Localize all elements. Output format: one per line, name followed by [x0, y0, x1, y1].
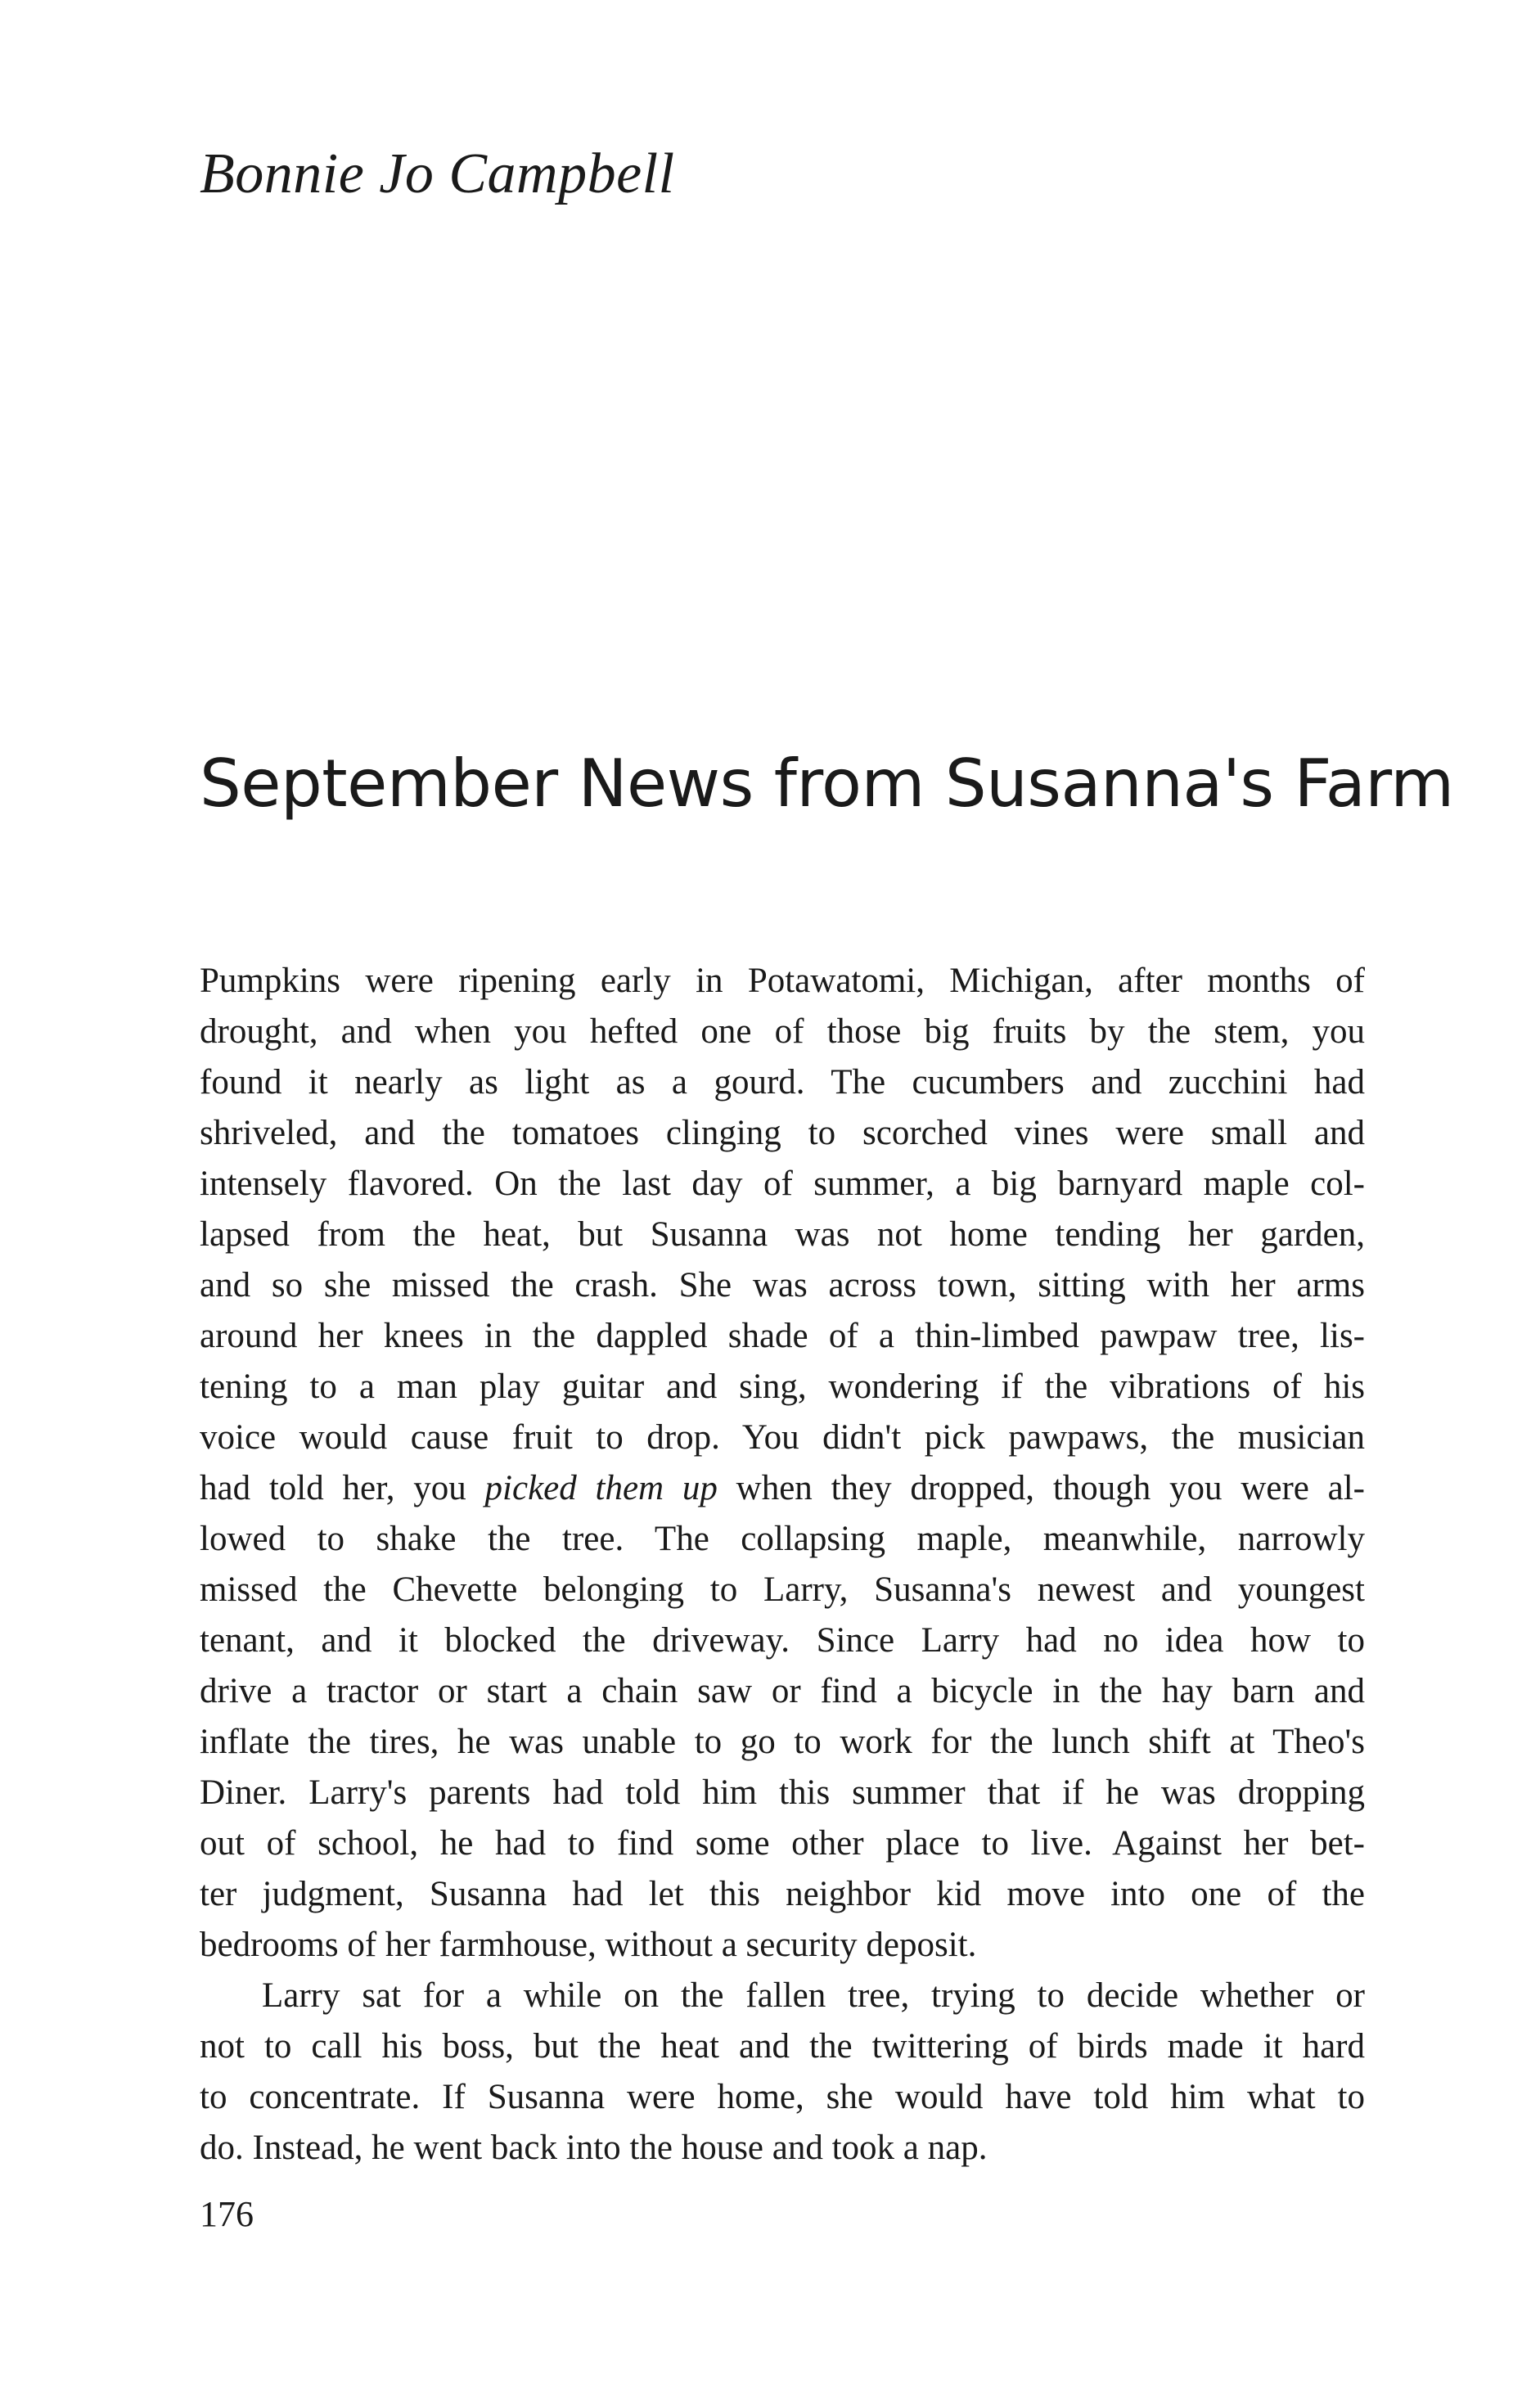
text-line: out of school, he had to find some other place to live. Against her bet-: [200, 1824, 1365, 1863]
text-line: tening to a man play guitar and sing, wondering if the vibrations of his: [200, 1367, 1365, 1406]
text-line: found it nearly as light as a gourd. The cucumbers and zucchini had: [200, 1063, 1365, 1102]
paragraph-1: [200, 956, 1365, 1971]
text-line-with-italic: [200, 1463, 1365, 1514]
text-line: drought, and when you hefted one of those big fruits by the stem, you: [200, 1012, 1365, 1051]
text-line: and so she missed the crash. She was across town, sitting with her arms: [200, 1266, 1365, 1304]
story-body: [200, 956, 1365, 2174]
italic-phrase: picked them up: [484, 1469, 718, 1507]
text-line: lowed to shake the tree. The collapsing maple, meanwhile, narrowly: [200, 1520, 1365, 1558]
text-segment: when they dropped, though you were al-: [717, 1469, 1366, 1507]
text-line: inflate the tires, he was unable to go to work for the lunch shift at Theo's: [200, 1723, 1365, 1761]
text-line: bedrooms of her farmhouse, without a security deposit.: [200, 1926, 977, 1964]
running-head-author: Bonnie Jo Campbell: [200, 142, 675, 205]
text-line: tenant, and it blocked the driveway. Since Larry had no idea how to: [200, 1621, 1365, 1660]
text-line: to concentrate. If Susanna were home, she would have told him what to: [200, 2078, 1365, 2116]
text-line: Diner. Larry's parents had told him this summer that if he was dropping: [200, 1773, 1365, 1812]
text-line: not to call his boss, but the heat and the twittering of birds made it hard: [200, 2027, 1365, 2066]
text-line: ter judgment, Susanna had let this neighbor kid move into one of the: [200, 1875, 1365, 1913]
page-number: 176: [200, 2194, 254, 2234]
paragraph-2: [200, 1971, 1365, 2174]
text-line: do. Instead, he went back into the house and took a nap.: [200, 2129, 988, 2167]
text-line: voice would cause fruit to drop. You didn't pick pawpaws, the musician: [200, 1418, 1365, 1457]
text-line: around her knees in the dappled shade of a thin-limbed pawpaw tree, lis-: [200, 1317, 1365, 1355]
text-segment: had told her, you: [200, 1469, 485, 1507]
story-title: September News from Susanna's Farm: [200, 746, 1454, 822]
text-line: drive a tractor or start a chain saw or find a bicycle in the hay barn and: [200, 1672, 1365, 1710]
text-line: Larry sat for a while on the fallen tree, trying to decide whether or: [262, 1976, 1365, 2015]
text-line: missed the Chevette belonging to Larry, Susanna's newest and youngest: [200, 1570, 1365, 1609]
text-line: lapsed from the heat, but Susanna was not home tending her garden,: [200, 1215, 1365, 1254]
text-line: shriveled, and the tomatoes clinging to scorched vines were small and: [200, 1114, 1365, 1152]
text-line: Pumpkins were ripening early in Potawatomi, Michigan, after months of: [200, 962, 1365, 1000]
text-line: intensely flavored. On the last day of summer, a big barnyard maple col-: [200, 1165, 1365, 1203]
